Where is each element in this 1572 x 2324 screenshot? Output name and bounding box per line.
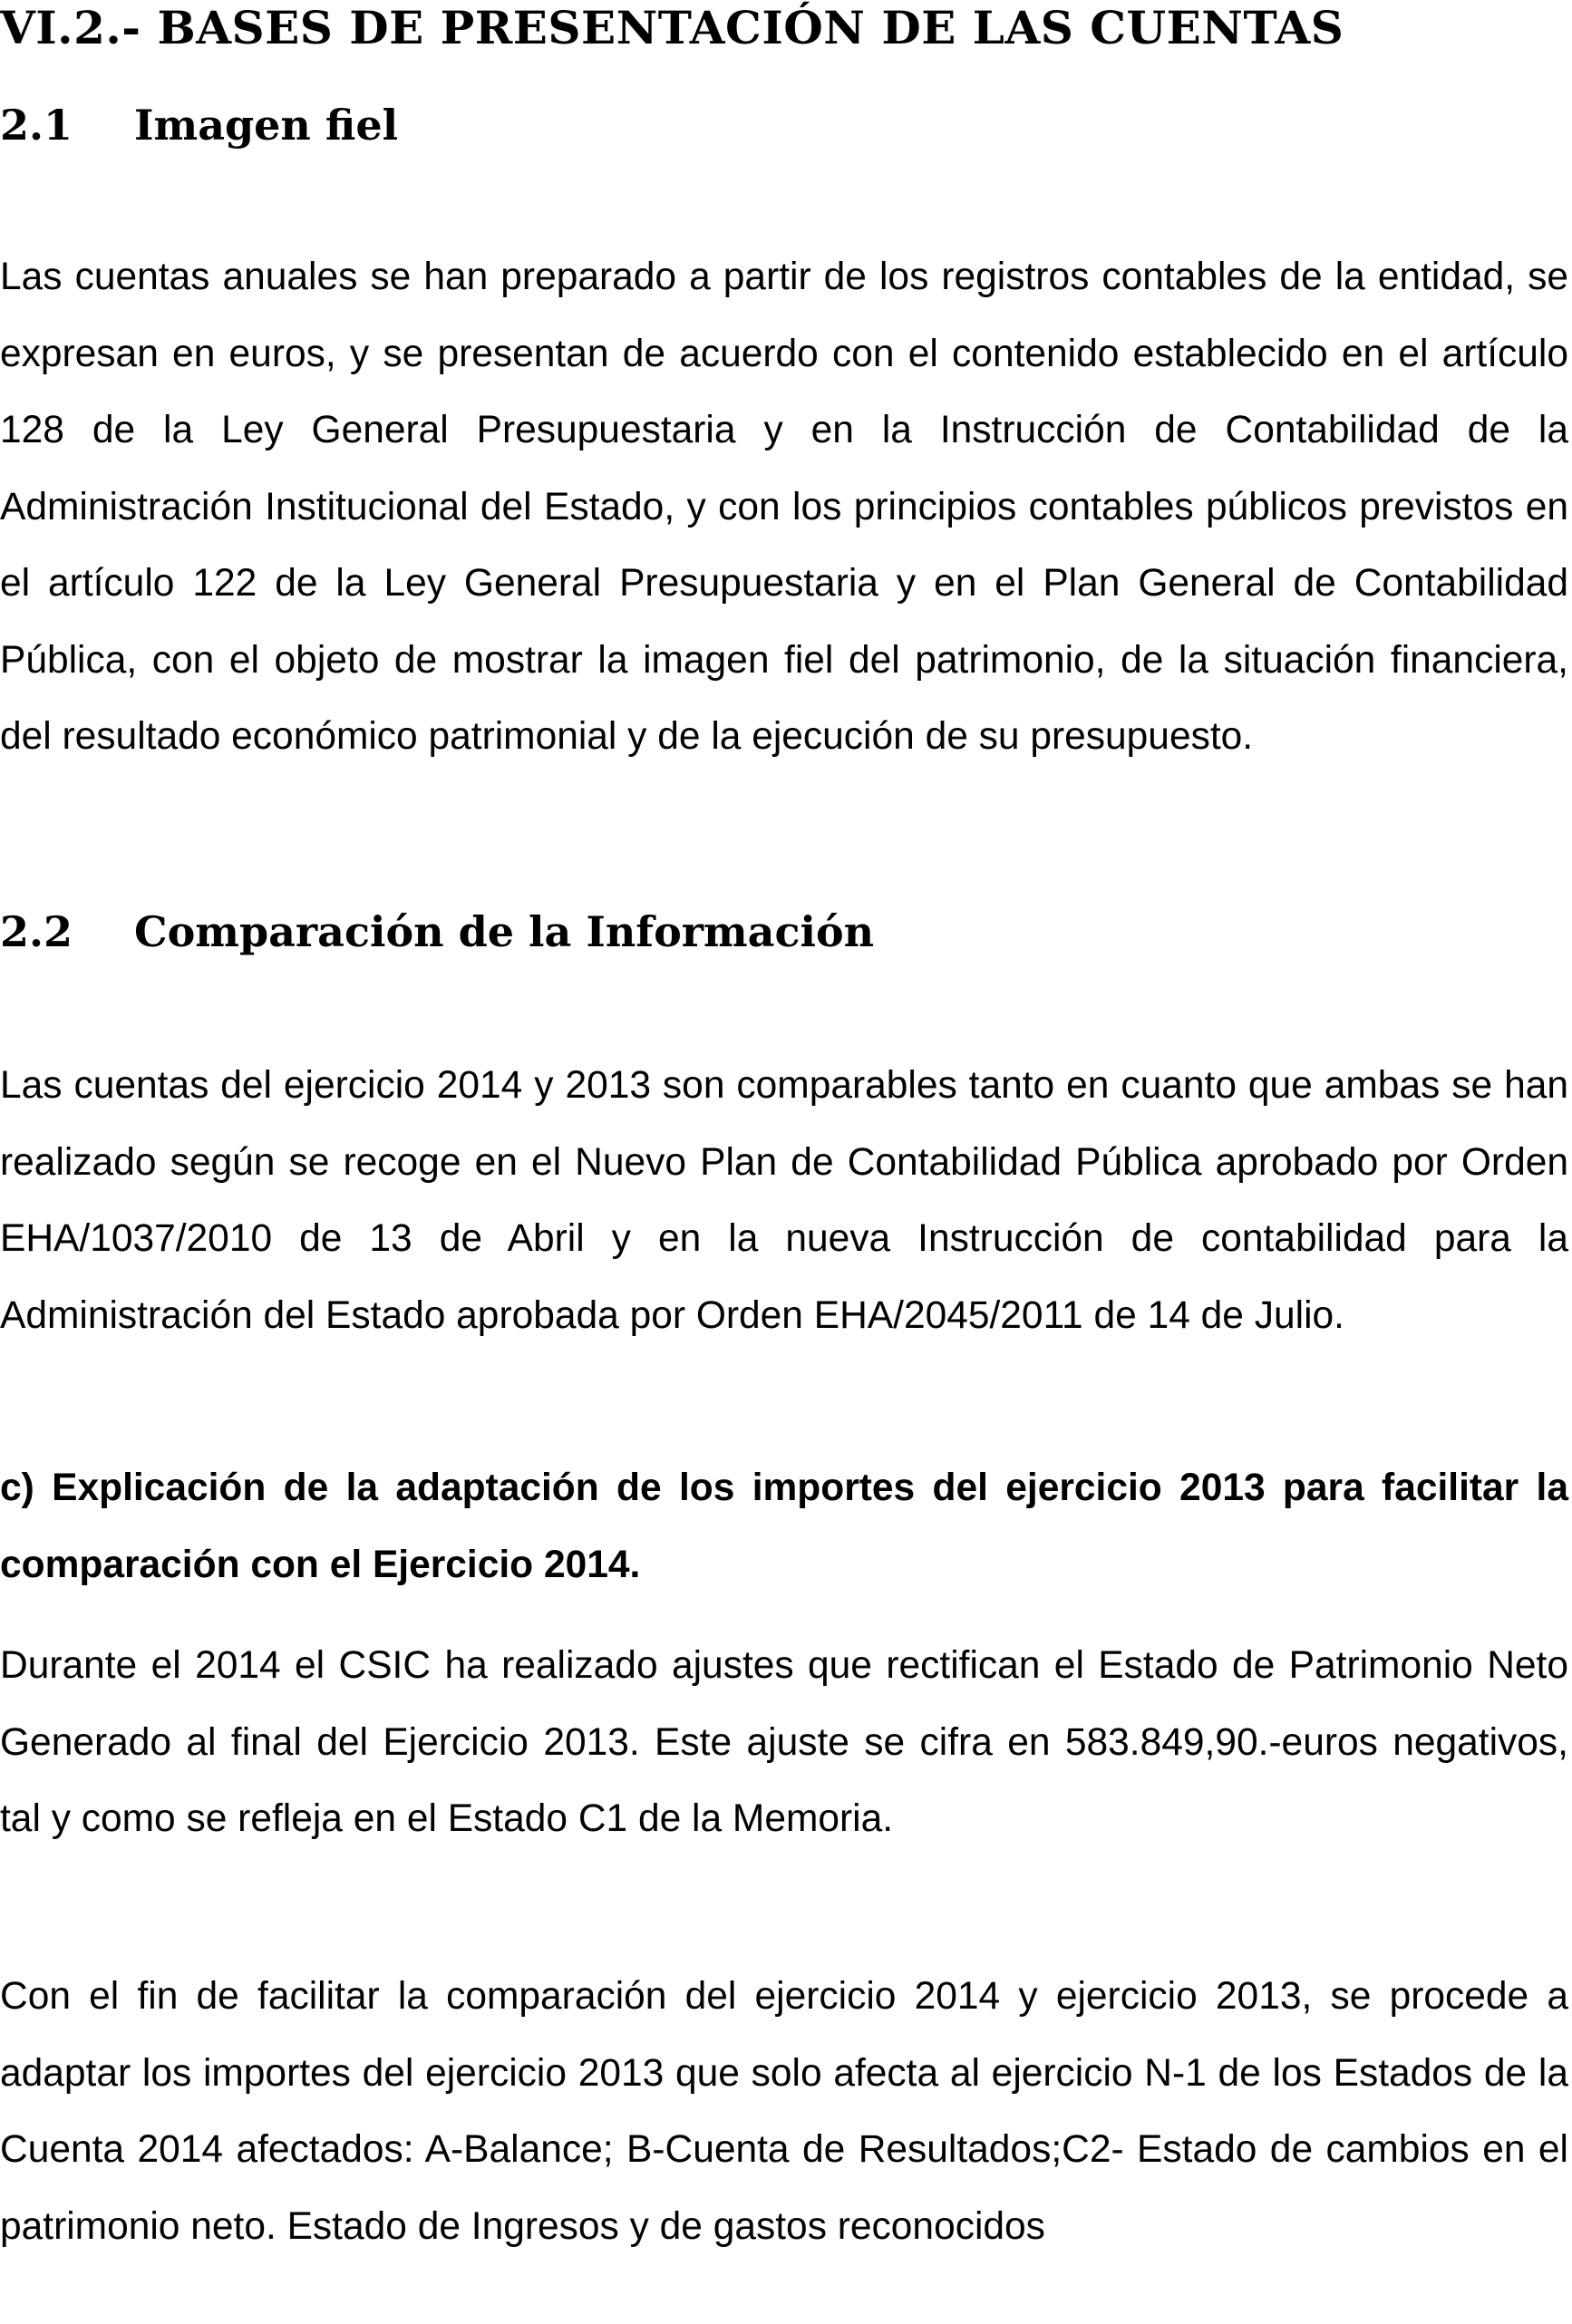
page-title: VI.2.- BASES DE PRESENTACIÓN DE LAS CUENTAS: [0, 1, 1344, 54]
section-heading-comparacion: [0, 905, 874, 959]
section-number: 2.1: [0, 101, 73, 150]
paragraph-ajustes: Durante el 2014 el CSIC ha realizado ajustes que rectifican el Estado de Patrimonio Neto Generado al final del Ejercicio 2013. Este ajuste se cifra en 583.849,90.-euros negativos, tal y como se refleja en el Estado C1 de la Memoria.: [0, 1644, 1568, 1840]
section-number: 2.2: [0, 907, 73, 956]
section-title: Comparación de la Información: [134, 907, 875, 956]
paragraph-adaptacion: Con el fin de facilitar la comparación del ejercicio 2014 y ejercicio 2013, se procede a adaptar los importes del ejercicio 2013 que solo afecta al ejercicio N-1 de los Estados de la Cuenta 2014 afectados: A-Balance; B-Cuenta de Resultados;C2- Estado de cambios en el patrimonio neto. Estado de Ingresos y de gastos reconocidos: [0, 1975, 1568, 2248]
paragraph-comparacion: Las cuentas del ejercicio 2014 y 2013 son comparables tanto en cuanto que ambas se han realizado según se recoge en el Nuevo Plan de Contabilidad Pública aprobado por Orden EHA/1037/2010 de 13 de Abril y en la nueva Instrucción de contabilidad para la Administración del Estado aprobada por Orden EHA/2045/2011 de 14 de Julio.: [0, 1064, 1568, 1337]
section-heading-imagen-fiel: [0, 98, 398, 152]
paragraph-imagen-fiel: Las cuentas anuales se han preparado a partir de los registros contables de la entidad, se expresan en euros, y se presentan de acuerdo con el contenido establecido en el artículo 128 de la Ley General Presupuestaria y en la Instrucción de Contabilidad de la Administración Institucional del Estado, y con los principios contables públicos previstos en el artículo 122 de la Ley General Presupuestaria y en el Plan General de Contabilidad Pública, con el objeto de mostrar la imagen fiel del patrimonio, de la situación financiera, del resultado económico patrimonial y de la ejecución de su presupuesto.: [0, 256, 1568, 758]
subsection-heading-explicacion: c) Explicación de la adaptación de los importes del ejercicio 2013 para facilitar la comparación con el Ejercicio 2014.: [0, 1467, 1568, 1586]
section-title: Imagen fiel: [134, 101, 399, 150]
